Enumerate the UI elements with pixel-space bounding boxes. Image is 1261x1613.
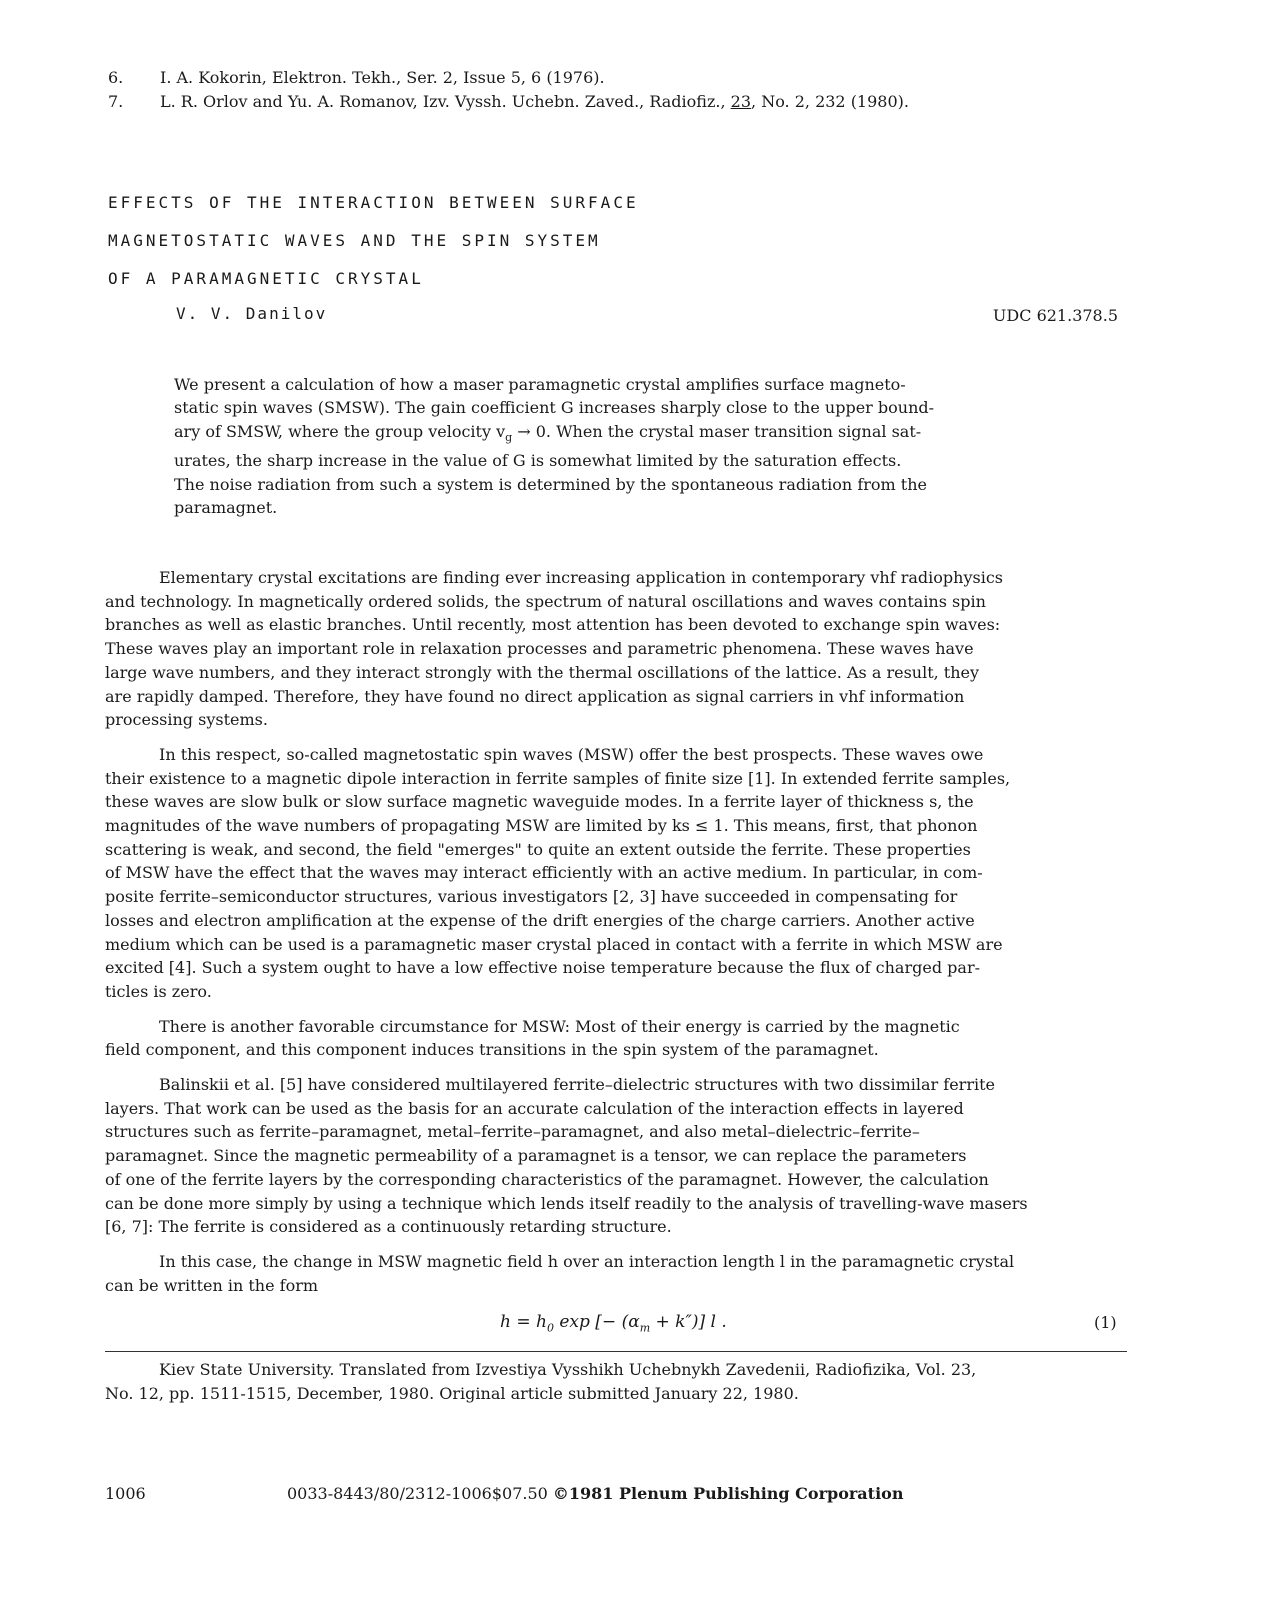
article-title (108, 184, 639, 298)
reference-list (108, 66, 909, 114)
body-line: their existence to a magnetic dipole interaction in ferrite samples of finite size [1]. In extended ferrite samples, (105, 768, 1011, 788)
reference-text-end: , No. 2, 232 (1980). (751, 92, 909, 111)
publication-code: 0033-8443/80/2312-1006$07.50 (287, 1484, 548, 1503)
paragraph (105, 1073, 1155, 1239)
paragraph (105, 743, 1155, 1004)
abstract-line: We present a calculation of how a maser paramagnetic crystal amplifies surface magneto- (174, 375, 906, 394)
equation-number: (1) (1094, 1313, 1117, 1332)
body-line: layers. That work can be used as the basis for an accurate calculation of the interaction effects in layered (105, 1098, 964, 1118)
page-number: 1006 (105, 1484, 146, 1503)
reference-item (108, 90, 909, 114)
body-line: losses and electron amplification at the expense of the drift energies of the charge carriers. Another active (105, 910, 975, 930)
footnote-divider (105, 1351, 1127, 1352)
abstract-line (174, 420, 1052, 450)
body-line: There is another favorable circumstance for MSW: Most of their energy is carried by the magnetic (159, 1016, 960, 1036)
footnote-line: No. 12, pp. 1511-1515, December, 1980. Original article submitted January 22, 1980. (105, 1384, 799, 1403)
reference-number: 7. (108, 92, 124, 111)
body-line: magnitudes of the wave numbers of propagating MSW are limited by ks ≤ 1. This means, first, that phonon (105, 816, 978, 836)
abstract (174, 373, 1052, 520)
abstract-line: paramagnet. (174, 498, 278, 518)
equation-subscript: 0 (546, 1321, 554, 1335)
article-body (105, 566, 1155, 1308)
udc-code: UDC 621.378.5 (992, 306, 1118, 325)
abstract-line: urates, the sharp increase in the value of G is somewhat limited by the saturation effects. (174, 451, 902, 471)
reference-text: L. R. Orlov and Yu. A. Romanov, Izv. Vyssh. Uchebn. Zaved., Radiofiz., (160, 92, 731, 111)
body-line: structures such as ferrite–paramagnet, metal–ferrite–paramagnet, and also metal–dielectric–ferrite– (105, 1122, 920, 1142)
equation (500, 1312, 727, 1334)
body-line: processing systems. (105, 710, 268, 730)
reference-volume: 23 (730, 92, 752, 111)
footnote (105, 1358, 976, 1406)
title-line: EFFECTS OF THE INTERACTION BETWEEN SURFACE (108, 193, 639, 212)
body-line: These waves play an important role in relaxation processes and parametric phenomena. These waves have (105, 639, 974, 659)
equation-part: h = h (500, 1312, 547, 1332)
body-line: [6, 7]: The ferrite is considered as a continuously retarding structure. (105, 1217, 672, 1237)
body-line: can be written in the form (105, 1275, 319, 1295)
copyright-notice: ©1981 Plenum Publishing Corporation (552, 1484, 904, 1503)
title-line: OF A PARAMAGNETIC CRYSTAL (108, 269, 424, 288)
paragraph (105, 566, 1155, 732)
body-line: excited [4]. Such a system ought to have a low effective noise temperature because the flux of charged par- (105, 958, 980, 978)
body-line: In this case, the change in MSW magnetic field h over an interaction length l in the paramagnetic crystal (159, 1251, 1015, 1271)
body-line: ticles is zero. (105, 981, 212, 1001)
body-line: paramagnet. Since the magnetic permeability of a paramagnet is a tensor, we can replace the parameters (105, 1146, 967, 1166)
body-line: Balinskii et al. [5] have considered multilayered ferrite–dielectric structures with two dissimilar ferrite (159, 1075, 995, 1095)
author: V. V. Danilov (176, 304, 328, 323)
footnote-line: Kiev State University. Translated from Izvestiya Vysshikh Uchebnykh Zavedenii, Radiofizika, Vol. 23, (159, 1360, 977, 1379)
abstract-text: ary of SMSW, where the group velocity v (174, 421, 506, 441)
paragraph (105, 1015, 1155, 1062)
body-line: posite ferrite–semiconductor structures, various investigators [2, 3] have succeeded in compensating for (105, 887, 958, 907)
body-line: large wave numbers, and they interact strongly with the thermal oscillations of the lattice. As a result, they (105, 662, 980, 682)
equation-part: exp [− (α (553, 1312, 640, 1332)
equation-subscript: m (639, 1321, 651, 1335)
reference-number: 6. (108, 68, 124, 87)
body-line: of MSW have the effect that the waves may interact efficiently with an active medium. In particular, in com- (105, 863, 983, 883)
abstract-subscript: g (505, 431, 513, 444)
body-line: scattering is weak, and second, the field "emerges" to quite an extent outside the ferrite. These properties (105, 839, 971, 859)
abstract-line: static spin waves (SMSW). The gain coefficient G increases sharply close to the upper bound- (174, 398, 935, 418)
body-line: field component, and this component induces transitions in the spin system of the paramagnet. (105, 1040, 879, 1060)
equation-part: + k″)] l . (650, 1312, 727, 1332)
body-line: branches as well as elastic branches. Until recently, most attention has been devoted to exchange spin waves: (105, 615, 1001, 635)
body-line: medium which can be used is a paramagnetic maser crystal placed in contact with a ferrite in which MSW are (105, 934, 1003, 954)
reference-item (108, 66, 909, 90)
title-line: MAGNETOSTATIC WAVES AND THE SPIN SYSTEM (108, 231, 601, 250)
body-line: are rapidly damped. Therefore, they have found no direct application as signal carriers in vhf information (105, 686, 965, 706)
paragraph (105, 1250, 1155, 1297)
abstract-text: → 0. When the crystal maser transition signal sat- (512, 421, 922, 441)
body-line: In this respect, so-called magnetostatic spin waves (MSW) offer the best prospects. These waves owe (159, 744, 984, 764)
abstract-line: The noise radiation from such a system is determined by the spontaneous radiation from the (174, 474, 927, 494)
body-line: these waves are slow bulk or slow surface magnetic waveguide modes. In a ferrite layer of thickness s, the (105, 792, 974, 812)
body-line: of one of the ferrite layers by the corresponding characteristics of the paramagnet. However, the calculation (105, 1169, 989, 1189)
body-line: Elementary crystal excitations are finding ever increasing application in contemporary vhf radiophysics (159, 568, 1003, 587)
body-line: can be done more simply by using a technique which lends itself readily to the analysis of travelling-wave masers (105, 1193, 1028, 1213)
publication-line (287, 1484, 903, 1503)
body-line: and technology. In magnetically ordered solids, the spectrum of natural oscillations and waves contains spin (105, 591, 986, 611)
reference-text: I. A. Kokorin, Elektron. Tekh., Ser. 2, Issue 5, 6 (1976). (160, 68, 605, 87)
